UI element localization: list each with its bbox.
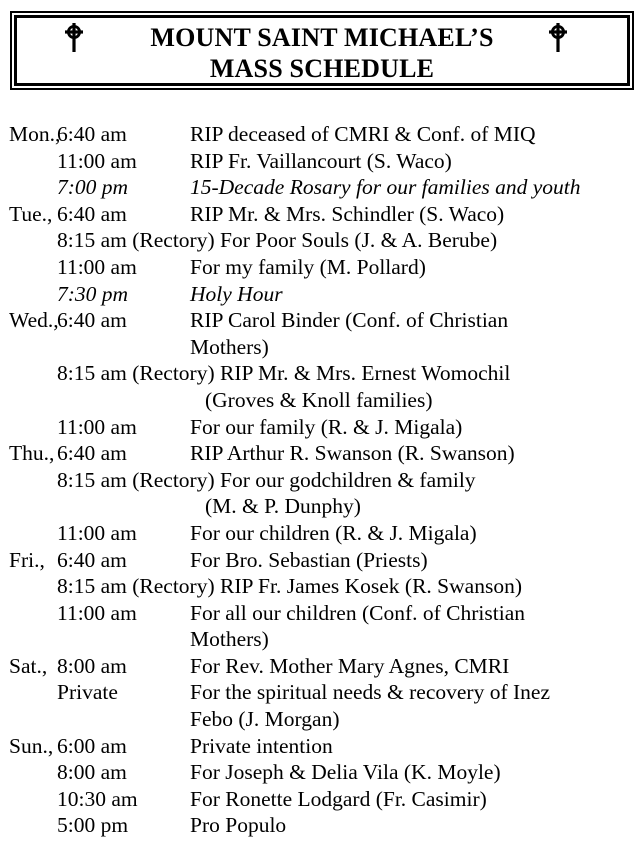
schedule-line [0,493,644,520]
time-label: 6:40 am [57,308,127,333]
schedule-line [0,281,644,308]
intention-text: For our children (R. & J. Migala) [190,520,477,545]
time-label: 11:00 am [57,148,137,173]
intention-text: 8:15 am (Rectory) RIP Fr. James Kosek (R. Swanson) [57,574,522,599]
intention-text: RIP Mr. & Mrs. Schindler (S. Waco) [190,201,505,226]
day-label: Fri., [9,547,45,572]
intention-text: Holy Hour [190,281,283,306]
day-label: Tue., [9,201,53,226]
schedule-line [0,334,644,361]
intention-text: Febo (J. Morgan) [190,707,340,732]
time-label: 11:00 am [57,414,137,439]
header-box [10,11,634,90]
time-label: 5:00 pm [57,813,129,838]
schedule-line [0,148,644,175]
time-label: 6:40 am [57,441,127,466]
schedule-line [0,254,644,281]
intention-text: RIP Fr. Vaillancourt (S. Waco) [190,148,452,173]
schedule-line [0,573,644,600]
day-label: Thu., [9,441,55,466]
schedule-line [0,414,644,441]
schedule-line [0,600,644,627]
day-label: Sun., [9,733,54,758]
time-label: 7:00 pm [57,175,129,200]
intention-text: For my family (M. Pollard) [190,254,426,279]
schedule-line [0,440,644,467]
intention-text: For Joseph & Delia Vila (K. Moyle) [190,760,501,785]
celtic-cross-icon [548,23,568,52]
intention-text: For all our children (Conf. of Christian [190,600,525,625]
schedule-line [0,121,644,148]
schedule-line [0,786,644,813]
schedule-line [0,706,644,733]
page-subtitle: MASS SCHEDULE [209,54,435,83]
intention-text: RIP Arthur R. Swanson (R. Swanson) [190,441,515,466]
schedule-line [0,520,644,547]
time-label: 8:00 am [57,653,127,678]
schedule-line [0,547,644,574]
intention-text: Private intention [190,733,333,758]
schedule-line [0,360,644,387]
intention-text: (Groves & Knoll families) [205,387,433,412]
time-label: 6:40 am [57,201,127,226]
intention-text: Mothers) [190,334,269,359]
time-label: 7:30 pm [57,281,129,306]
intention-text: Pro Populo [190,813,287,838]
schedule-line [0,733,644,760]
intention-text: RIP deceased of CMRI & Conf. of MIQ [190,122,536,146]
intention-text: Mothers) [190,627,269,652]
schedule-line [0,227,644,254]
page-title: MOUNT SAINT MICHAEL’S [150,23,494,52]
schedule-line [0,759,644,786]
time-label: 6:40 am [57,547,127,572]
time-label: 6:40 am [57,122,127,146]
time-label: 6:00 am [57,733,127,758]
intention-text: 15-Decade Rosary for our families and youth [190,175,581,200]
intention-text: For Rev. Mother Mary Agnes, CMRI [190,653,510,678]
schedule-line [0,653,644,680]
day-label: Sat., [9,653,48,678]
intention-text: 8:15 am (Rectory) For Poor Souls (J. & A. Berube) [57,228,498,253]
intention-text: 8:15 am (Rectory) RIP Mr. & Mrs. Ernest Womochil [57,361,511,386]
schedule-line [0,307,644,334]
schedule-line [0,174,644,201]
day-label: Mon., [9,122,61,146]
intention-text: For Bro. Sebastian (Priests) [190,547,428,572]
header-inner-border [14,15,630,86]
day-label: Wed., [9,308,59,333]
time-label: 11:00 am [57,520,137,545]
intention-text: For the spiritual needs & recovery of Inez [190,680,550,705]
time-label: Private [57,680,118,705]
time-label: 8:00 am [57,760,127,785]
schedule-line [0,201,644,228]
schedule-line [0,387,644,414]
intention-text: (M. & P. Dunphy) [205,494,361,519]
mass-schedule-list [0,121,644,839]
intention-text: 8:15 am (Rectory) For our godchildren & family [57,467,476,492]
time-label: 11:00 am [57,600,137,625]
schedule-line [0,467,644,494]
schedule-line [0,679,644,706]
schedule-line [0,626,644,653]
schedule-line [0,812,644,839]
intention-text: For our family (R. & J. Migala) [190,414,463,439]
intention-text: For Ronette Lodgard (Fr. Casimir) [190,786,487,811]
intention-text: RIP Carol Binder (Conf. of Christian [190,308,509,333]
time-label: 10:30 am [57,786,138,811]
celtic-cross-icon [64,23,84,52]
time-label: 11:00 am [57,254,137,279]
